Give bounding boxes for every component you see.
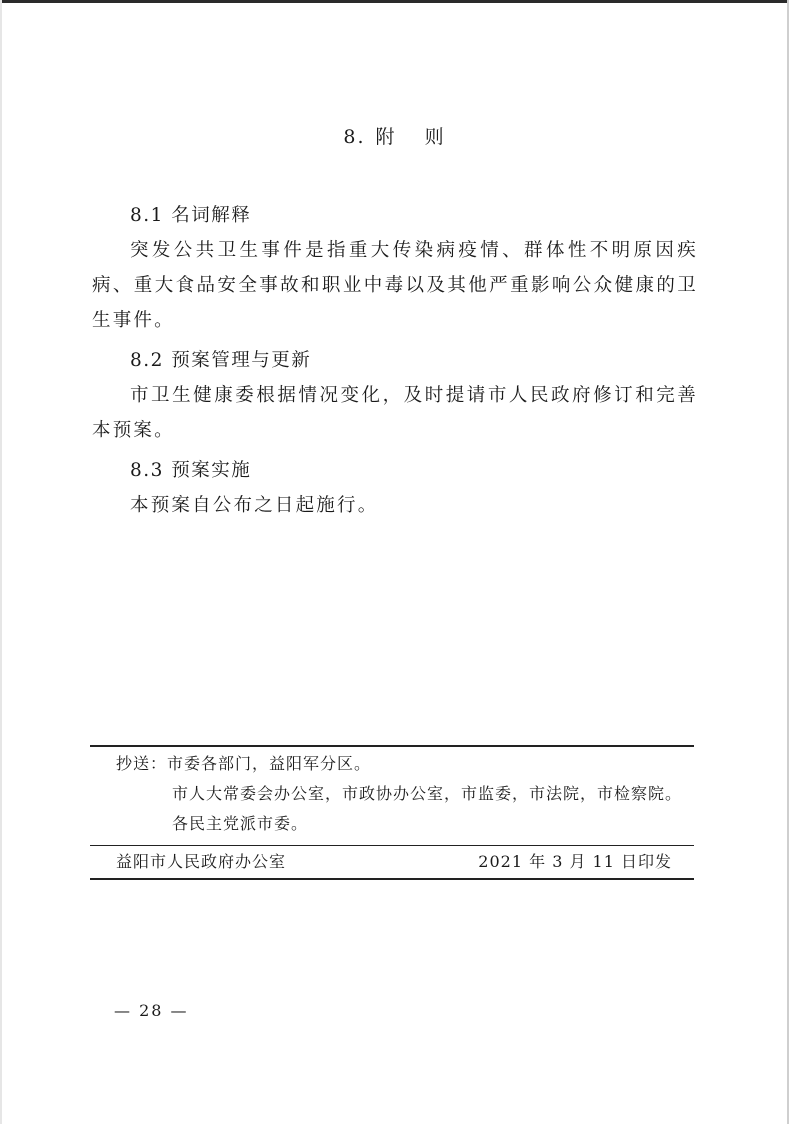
paragraph-8-1: 突发公共卫生事件是指重大传染病疫情、群体性不明原因疾病、重大食品安全事故和职业中毒以及其他严重影响公众健康的卫生事件。 [92, 240, 698, 331]
scan-edge-left [0, 0, 2, 1124]
distribution-recipients-3: 各民主党派市委。 [172, 813, 309, 833]
paragraph-8-2: 市卫生健康委根据情况变化，及时提请市人民政府修订和完善本预案。 [92, 385, 698, 441]
issue-date: 2021 年 3 月 11 日印发 [478, 852, 672, 871]
distribution-recipients-2: 市人大常委会办公室，市政协办公室，市监委，市法院，市检察院。 [172, 783, 683, 803]
divider-bottom [90, 878, 694, 880]
subsection-heading-8-3: 8.3 预案实施 [130, 460, 252, 481]
section-title-char-1: 附 [375, 126, 397, 148]
scan-edge-top [0, 0, 789, 3]
distribution-block [90, 745, 694, 880]
distribution-label: 抄送： [116, 753, 168, 773]
distribution-line-1 [90, 749, 694, 779]
paragraph-8-3: 本预案自公布之日起施行。 [130, 495, 379, 516]
document-body [92, 198, 698, 523]
issuance-row [90, 846, 694, 878]
section-title-char-2: 则 [424, 126, 446, 148]
subsection-heading-8-1: 8.1 名词解释 [130, 205, 252, 226]
divider-top [90, 745, 694, 747]
section-number: 8. [343, 126, 366, 148]
issuer-name: 益阳市人民政府办公室 [116, 852, 287, 871]
distribution-recipients-1: 市委各部门，益阳军分区。 [167, 753, 372, 773]
subsection-heading-8-2: 8.2 预案管理与更新 [130, 350, 312, 371]
section-heading [0, 122, 789, 149]
page-number: — 28 — [114, 1001, 189, 1020]
